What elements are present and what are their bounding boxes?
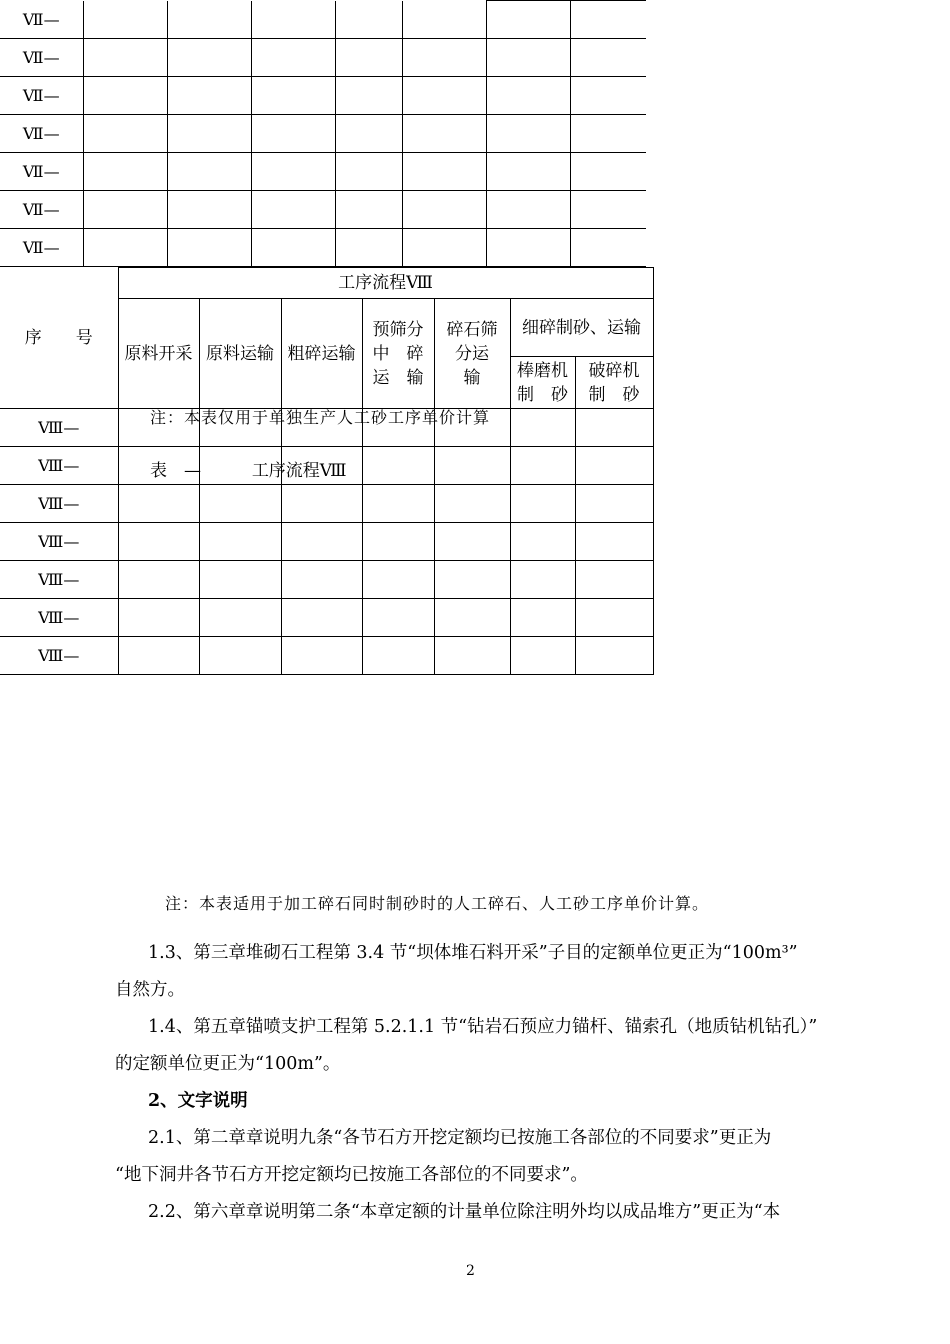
table-cell — [570, 39, 646, 77]
table-cell — [575, 561, 653, 599]
table-cell — [83, 39, 167, 77]
table-cell — [434, 599, 510, 637]
table-cell — [570, 115, 646, 153]
table-cell — [251, 1, 335, 39]
table-cell — [570, 77, 646, 115]
col-crusher — [575, 357, 653, 409]
table-cell — [335, 229, 402, 267]
table-cell — [199, 637, 281, 675]
table-cell — [402, 1, 486, 39]
caption-prefix: 表 — — [150, 461, 201, 481]
table-row — [0, 77, 646, 115]
table-cell — [434, 447, 510, 485]
table-viii-note: 注：本表适用于加工碎石同时制砂时的人工碎石、人工砂工序单价计算。 — [165, 894, 710, 913]
table-cell — [199, 561, 281, 599]
col-gravel-screen — [434, 299, 510, 409]
table-cell — [570, 191, 646, 229]
table-cell — [510, 409, 575, 447]
table-cell — [251, 191, 335, 229]
table-cell — [575, 447, 653, 485]
table-cell — [575, 409, 653, 447]
table-cell — [362, 523, 434, 561]
paragraph-1-4-line2: 的定额单位更正为“100m”。 — [115, 1054, 341, 1074]
table-cell — [281, 637, 362, 675]
table-cell — [251, 39, 335, 77]
table-vii-note: 注：本表仅用于单独生产人工砂工序单价计算 — [150, 408, 491, 427]
col-prescreen-line1: 预筛分 — [372, 319, 424, 340]
col-gravel-line2: 分运 — [455, 343, 489, 364]
paragraph-2-1-line2: “地下洞井各节石方开挖定额均已按施工各部位的不同要求”。 — [115, 1165, 588, 1185]
paragraph-2-2-line1: 2.2、第六章章说明第二条“本章定额的计量单位除注明外均以成品堆方”更正为“本 — [148, 1202, 781, 1222]
table-cell — [486, 115, 570, 153]
table-cell — [362, 599, 434, 637]
col-crusher-line1: 破碎机 — [588, 360, 640, 381]
table-cell — [335, 1, 402, 39]
table-cell — [486, 39, 570, 77]
table-cell — [486, 229, 570, 267]
table-cell — [402, 229, 486, 267]
table-cell — [510, 637, 575, 675]
table-row — [0, 485, 653, 523]
table-row — [0, 637, 653, 675]
table-cell — [167, 229, 251, 267]
table-row — [0, 229, 646, 267]
table-cell — [362, 447, 434, 485]
col-coarse-transport: 粗碎运输 — [281, 299, 362, 409]
table-cell — [83, 77, 167, 115]
table-cell — [83, 191, 167, 229]
table-cell — [335, 115, 402, 153]
row-label: Ⅶ— — [0, 191, 83, 229]
table-cell — [510, 485, 575, 523]
table-cell — [434, 561, 510, 599]
table-cell — [118, 599, 199, 637]
table-cell — [434, 523, 510, 561]
table-row — [0, 1, 646, 39]
table-cell — [362, 637, 434, 675]
row-label: Ⅶ— — [0, 1, 83, 39]
seq-header: 序 号 — [0, 268, 118, 409]
table-row — [0, 115, 646, 153]
table-cell — [251, 229, 335, 267]
table-cell — [335, 39, 402, 77]
table-row — [0, 599, 653, 637]
row-label: Ⅷ— — [0, 409, 118, 447]
table-cell — [83, 229, 167, 267]
table-cell — [434, 485, 510, 523]
row-label: Ⅷ— — [0, 637, 118, 675]
table-cell — [281, 599, 362, 637]
section-2-heading: 2、文字说明 — [148, 1091, 248, 1111]
process-table-vii — [0, 0, 646, 267]
table-cell — [575, 485, 653, 523]
row-label: Ⅷ— — [0, 561, 118, 599]
table-cell — [486, 191, 570, 229]
table-cell — [118, 485, 199, 523]
col-rod-line1: 棒磨机 — [517, 360, 568, 381]
table-cell — [335, 191, 402, 229]
col-raw-mining: 原料开采 — [118, 299, 199, 409]
table-cell — [510, 447, 575, 485]
table-cell — [575, 599, 653, 637]
table-cell — [199, 599, 281, 637]
row-label: Ⅷ— — [0, 485, 118, 523]
group-header: 工序流程Ⅷ — [118, 268, 653, 299]
table-row — [0, 39, 646, 77]
table-cell — [199, 485, 281, 523]
col-prescreen-line3: 运 输 — [372, 367, 424, 388]
table-row — [0, 561, 653, 599]
col-gravel-line3: 输 — [463, 367, 481, 388]
col-rod-line2: 制 砂 — [517, 384, 568, 405]
table-cell — [402, 115, 486, 153]
table-viii-caption — [150, 456, 347, 481]
table-cell — [510, 523, 575, 561]
table-cell — [167, 1, 251, 39]
table-cell — [575, 523, 653, 561]
table-cell — [402, 153, 486, 191]
table-cell — [251, 115, 335, 153]
table-cell — [335, 77, 402, 115]
table-cell — [335, 153, 402, 191]
col-fine-group: 细碎制砂、运输 — [510, 299, 653, 357]
row-label: Ⅶ— — [0, 153, 83, 191]
table-cell — [118, 523, 199, 561]
table-cell — [83, 115, 167, 153]
table-cell — [402, 191, 486, 229]
paragraph-2-1-line1: 2.1、第二章章说明九条“各节石方开挖定额均已按施工各部位的不同要求”更正为 — [148, 1128, 772, 1148]
col-raw-transport: 原料运输 — [199, 299, 281, 409]
table-cell — [510, 561, 575, 599]
table-cell — [575, 637, 653, 675]
table-cell — [167, 153, 251, 191]
row-label: Ⅶ— — [0, 77, 83, 115]
row-label: Ⅶ— — [0, 39, 83, 77]
table-cell — [281, 485, 362, 523]
table-row — [0, 153, 646, 191]
paragraph-1-3-line2: 自然方。 — [115, 980, 185, 1000]
table-cell — [362, 561, 434, 599]
col-rod-mill — [510, 357, 575, 409]
table-cell — [167, 77, 251, 115]
table-cell — [251, 77, 335, 115]
col-prescreen — [362, 299, 434, 409]
paragraph-1-3-line1: 1.3、第三章堆砌石工程第 3.4 节“坝体堆石料开采”子目的定额单位更正为“100m³” — [148, 943, 798, 963]
table-cell — [83, 1, 167, 39]
table-cell — [167, 191, 251, 229]
table-cell — [281, 523, 362, 561]
table-row — [0, 523, 653, 561]
table-cell — [199, 523, 281, 561]
table-cell — [486, 77, 570, 115]
table-cell — [570, 153, 646, 191]
table-cell — [167, 115, 251, 153]
row-label: Ⅶ— — [0, 115, 83, 153]
table-cell — [362, 485, 434, 523]
table-cell — [118, 561, 199, 599]
col-crusher-line2: 制 砂 — [588, 384, 640, 405]
table-cell — [167, 39, 251, 77]
col-prescreen-line2: 中 碎 — [372, 343, 424, 364]
row-label: Ⅷ— — [0, 599, 118, 637]
table-cell — [83, 153, 167, 191]
table-cell — [434, 637, 510, 675]
table-cell — [118, 637, 199, 675]
table-cell — [251, 153, 335, 191]
table-row — [0, 191, 646, 229]
row-label: Ⅶ— — [0, 229, 83, 267]
row-label: Ⅷ— — [0, 523, 118, 561]
page-number: 2 — [466, 1263, 475, 1279]
table-cell — [402, 39, 486, 77]
table-cell — [510, 599, 575, 637]
table-cell — [281, 561, 362, 599]
caption-title: 工序流程Ⅷ — [251, 461, 347, 481]
paragraph-1-4-line1: 1.4、第五章锚喷支护工程第 5.2.1.1 节“钻岩石预应力锚杆、锚索孔（地质钻机钻孔）” — [148, 1017, 818, 1037]
table-cell — [486, 153, 570, 191]
table-cell — [486, 1, 570, 39]
table-cell — [570, 229, 646, 267]
table-cell — [570, 1, 646, 39]
col-gravel-line1: 碎石筛 — [446, 319, 498, 340]
table-cell — [402, 77, 486, 115]
row-label: Ⅷ— — [0, 447, 118, 485]
